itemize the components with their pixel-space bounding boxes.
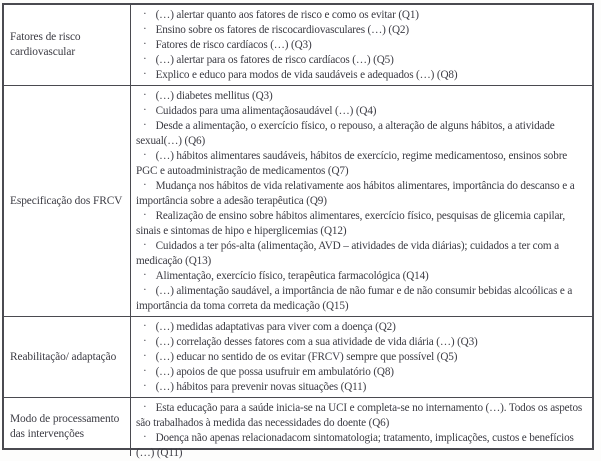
bullet-icon: · [143,431,147,443]
bullet-icon: · [143,350,147,362]
quote-item [136,365,589,380]
quote-item [136,269,589,284]
bullet-icon: · [143,119,147,131]
bullet-icon: · [143,335,147,347]
quote-text: Ensino sobre os fatores de riscocardiovasculares (…) (Q2) [155,24,409,36]
bullet-icon: · [143,269,147,281]
table-row [4,86,592,317]
quote-text: Esta educação para a saúde inicia-se na UCI e completa-se no internamento (…). Todos os aspetos são trabalhados à medida das necessidades do doente (Q6) [136,402,583,429]
bullet-icon: · [143,365,147,377]
bullet-icon: · [143,89,147,101]
bullet-icon: · [143,401,147,413]
quote-item [136,320,589,335]
quotes-cell [131,398,592,459]
bullet-icon: · [143,209,147,221]
quotes-cell [131,5,592,85]
quote-text: Cuidados para uma alimentaçãosaudável (…) (Q4) [155,105,377,117]
quote-text: (…) alertar para os fatores de risco cardíacos (…) (Q5) [155,54,394,66]
quote-text: (…) correlação desses fatores com a sua atividade de vida diária (…) (Q3) [155,336,478,348]
quote-text: (…) hábitos alimentares saudáveis, hábitos de exercício, regime medicamentoso, ensinos sobre PGC e autoadministração de medicamentos (Q7) [136,150,568,177]
category-label: Especificação dos FRCV [10,194,123,207]
quote-item [136,284,589,314]
table-row [4,317,592,398]
bullet-icon: · [143,380,147,392]
quote-text: Desde a alimentação, o exercício físico, o repouso, a alteração de alguns hábitos, a atividade sexual(…) (Q6) [136,120,555,147]
category-label: Reabilitação/ adaptação [10,350,117,363]
quote-text: (…) medidas adaptativas para viver com a doença (Q2) [155,321,396,333]
quote-item [136,104,589,119]
quote-text: Explico e educo para modos de vida saudáveis e adequados (…) (Q8) [155,69,458,81]
bullet-icon: · [143,8,147,20]
category-cell [4,317,131,397]
table-row [4,398,592,459]
quote-text: Doença não apenas relacionadacom sintomatologia; tratamento, implicações, custos e benefícios (…) (Q11) [136,432,574,459]
quote-item [136,431,589,461]
bullet-icon: · [143,53,147,65]
quote-item [136,68,589,83]
quote-text: Fatores de risco cardíacos (…) (Q3) [155,39,312,51]
quote-item [136,149,589,179]
category-label: Modo de processamento das intervenções [10,413,120,440]
quote-text: Mudança nos hábitos de vida relativamente aos hábitos alimentares, importância do descanso e a importância sobre a adesão terapêutica (Q9) [136,180,575,207]
bullet-icon: · [143,38,147,50]
quote-text: Cuidados a ter pós-alta (alimentação, AVD – atividades de vida diárias); cuidados a ter com a medicação (Q13) [136,240,559,267]
quote-text: (…) diabetes mellitus (Q3) [155,90,273,102]
bullet-icon: · [143,239,147,251]
quote-item [136,209,589,239]
quote-item [136,8,589,23]
category-cell [4,398,131,456]
quote-text: (…) hábitos para prevenir novas situações (Q11) [155,381,367,393]
category-cell [4,86,131,316]
quote-item [136,53,589,68]
frcv-table [2,3,594,459]
quote-item [136,350,589,365]
bullet-icon: · [143,23,147,35]
category-cell [4,5,131,85]
quote-item [136,380,589,395]
quotes-cell [131,317,592,397]
quotes-cell [131,86,592,316]
bullet-icon: · [143,320,147,332]
bullet-icon: · [143,68,147,80]
quote-item [136,23,589,38]
quote-item [136,239,589,269]
quote-item [136,401,589,431]
quote-item [136,119,589,149]
quote-item [136,179,589,209]
category-label: Fatores de risco cardiovascular [10,31,81,58]
bullet-icon: · [143,284,147,296]
quote-item [136,89,589,104]
quote-text: Alimentação, exercício físico, terapêutica farmacológica (Q14) [155,270,429,282]
quote-text: (…) educar no sentido de os evitar (FRCV) sempre que possível (Q5) [155,351,458,363]
quote-item [136,335,589,350]
quote-text: (…) alertar quanto aos fatores de risco e como os evitar (Q1) [155,9,419,21]
table-row [4,5,592,86]
quote-text: (…) alimentação saudável, a importância de não fumar e de não consumir bebidas alcoólicas e a importância da toma correta da medicação (Q15) [136,285,573,312]
bullet-icon: · [143,149,147,161]
quote-item [136,38,589,53]
bullet-icon: · [143,179,147,191]
bullet-icon: · [143,104,147,116]
quote-text: Realização de ensino sobre hábitos alimentares, exercício físico, pesquisas de glicemia capilar, sinais e sintomas de hipo e hiperglicemias (Q12) [136,210,566,237]
quote-text: (…) apoios de que possa usufruir em ambulatório (Q8) [155,366,394,378]
